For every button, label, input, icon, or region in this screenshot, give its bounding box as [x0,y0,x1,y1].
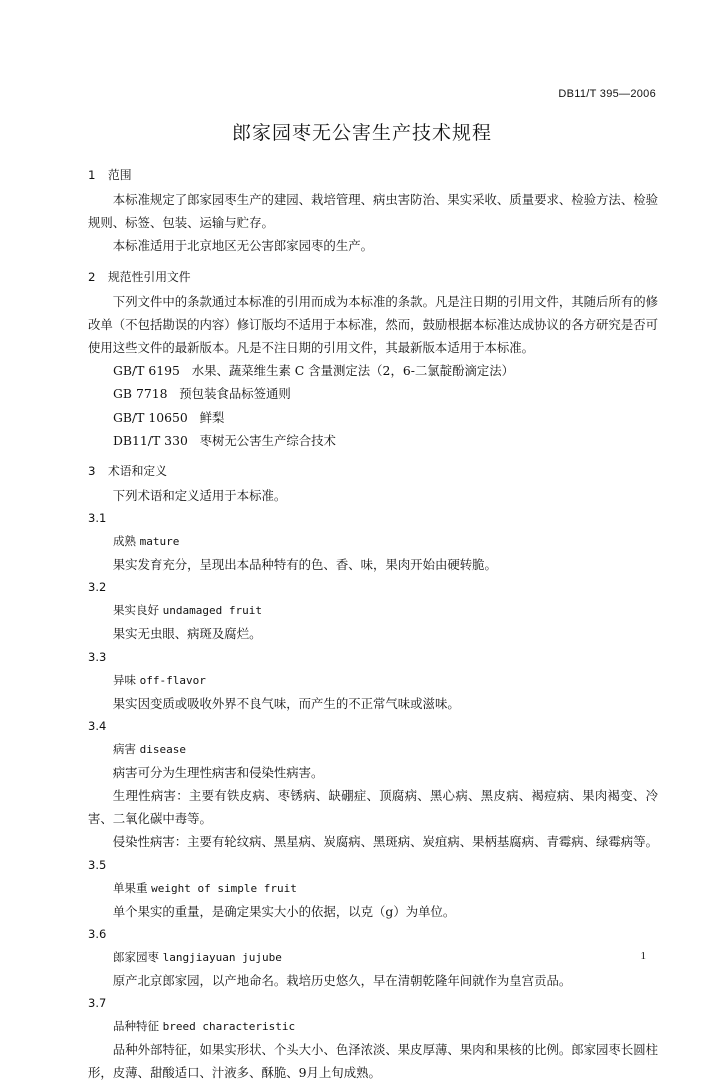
term-name-zh: 病害 [113,741,136,756]
section-heading-normative-references [88,264,658,290]
term-name-zh: 品种特征 [113,1019,159,1034]
term-definition: 单个果实的重量，是确定果实大小的依据，以克（g）为单位。 [112,903,456,919]
term-definition: 果实无虫眼、病斑及腐烂。 [112,626,262,642]
reference-item: GB/T 10650 鲜梨 [113,409,225,425]
paragraph: 本标准适用于北京地区无公害郎家园枣的生产。 [112,238,373,254]
section-heading-terms [88,458,658,484]
term-name [88,598,658,622]
document-body [88,160,658,1084]
paragraph: 下列文件中的条款通过本标准的引用而成为本标准的条款。凡是注日期的引用文件，其随后所有的修改单（不包括勘误的内容）修订版均不适用于本标准，然而，鼓励根据本标准达成协议的各方研究是否可使用这些文件的最新版本。凡是不注日期的引用文件，其最新版本适用于本标准。 [88,293,658,356]
term-name-zh: 果实良好 [113,603,159,618]
term-name-en: breed characteristic [162,1020,296,1034]
term-number: 3.7 [88,996,107,1011]
term-definition: 病害可分为生理性病害和侵染性病害。 [112,764,324,780]
term-name-en: langjiayuan jujube [162,950,282,964]
paragraph: 下列术语和定义适用于本标准。 [112,488,287,504]
section-title: 术语和定义 [108,464,167,479]
section-number: 2 [88,269,96,284]
reference-item: DB11/T 330 枣树无公害生产综合技术 [113,432,336,448]
term-name [88,1014,658,1038]
reference-item: GB/T 6195 水果、蔬菜维生素 C 含量测定法（2，6-二氯靛酚滴定法） [113,363,515,379]
term-name-en: mature [139,535,180,549]
term-definition: 原产北京郎家园，以产地命名。栽培历史悠久，早在清朝乾隆年间就作为皇宫贡品。 [112,972,572,988]
term-name-zh: 郎家园枣 [113,949,159,964]
term-name [88,945,658,969]
term-definition: 果实因变质或吸收外界不良气味，而产生的不正常气味或滋味。 [112,695,460,711]
term-number: 3.2 [88,580,107,595]
section-title: 范围 [108,168,132,182]
term-name [88,668,658,692]
term-name [88,529,658,553]
paragraph: 本标准规定了郎家园枣生产的建园、栽培管理、病虫害防治、果实采收、质量要求、检验方法、检验规则、标签、包装、运输与贮存。 [88,192,658,231]
section-number: 3 [88,464,96,479]
section-title: 规范性引用文件 [108,269,191,284]
page-number: 1 [640,950,646,962]
term-name-en: weight of simple fruit [151,881,297,895]
term-name-zh: 异味 [113,672,136,687]
term-definition: 侵染性病害：主要有轮纹病、黑星病、炭腐病、黑斑病、炭疽病、果柄基腐病、青霉病、绿霉病等。 [112,834,658,850]
section-heading-scope [88,162,658,188]
term-name-en: off-flavor [139,673,206,687]
term-name-zh: 成熟 [113,534,136,549]
term-name [88,737,658,761]
term-definition: 品种外部特征，如果实形状、个头大小、色泽浓淡、果皮厚薄、果肉和果核的比例。郎家园枣长圆柱形，皮薄、甜酸适口、汁液多、酥脆、9月上旬成熟。 [88,1042,658,1081]
term-name-en: disease [139,742,187,756]
document-title: 郎家园枣无公害生产技术规程 [231,122,492,144]
term-name [88,876,658,900]
term-name-zh: 单果重 [113,880,148,895]
term-definition: 生理性病害：主要有铁皮病、枣锈病、缺硼症、顶腐病、黑心病、黑皮病、褐痘病、果肉褐变、冷害、二氧化碳中毒等。 [88,788,658,827]
term-number: 3.5 [88,857,107,872]
section-number: 1 [88,168,96,182]
term-number: 3.6 [88,926,107,941]
term-number: 3.1 [88,511,107,526]
term-definition: 果实发育充分，呈现出本品种特有的色、香、味，果肉开始由硬转脆。 [112,557,497,573]
term-number: 3.4 [88,718,107,733]
term-name-en: undamaged fruit [162,604,262,618]
standard-code: DB11/T 395—2006 [558,88,656,100]
reference-item: GB 7718 预包装食品标签通则 [113,386,291,402]
term-number: 3.3 [88,649,107,664]
